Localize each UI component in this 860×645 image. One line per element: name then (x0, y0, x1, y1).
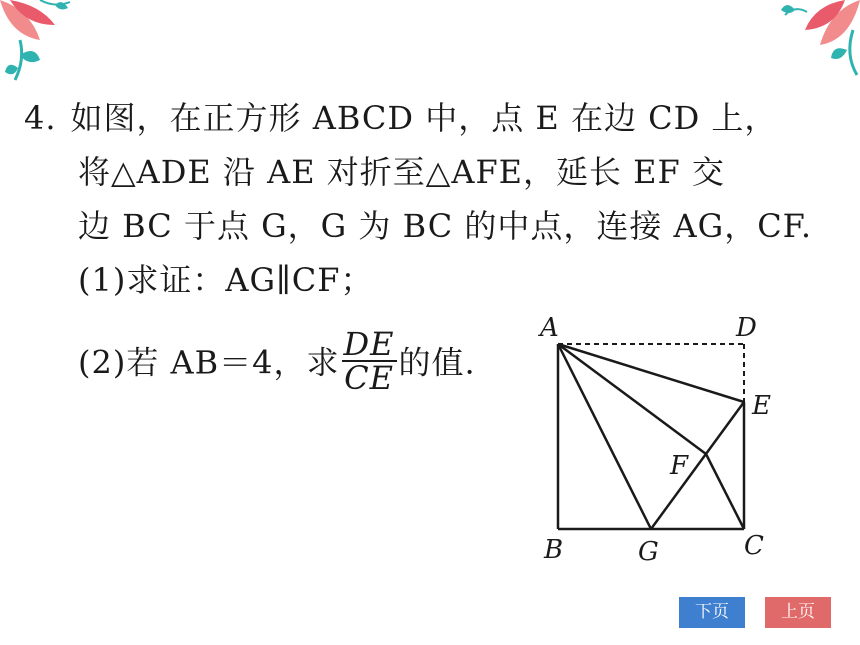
part2-suffix: 的值. (398, 343, 476, 382)
label-c: C (744, 531, 764, 561)
segment-eg (651, 402, 744, 529)
geometry-figure (530, 310, 790, 570)
next-page-button[interactable]: 下页 (679, 597, 745, 628)
question-part-1: (1)求证：AG∥CF； (78, 261, 374, 299)
previous-page-button[interactable]: 上页 (765, 597, 831, 628)
problem-number: 4. (24, 99, 57, 137)
label-f: F (670, 451, 689, 481)
question-part-2 (78, 325, 476, 398)
segment-ae (558, 344, 744, 402)
label-e: E (752, 391, 771, 421)
fraction-de-ce (342, 325, 397, 397)
fraction-numerator: DE (343, 325, 395, 363)
leaf-decoration-left (0, 0, 95, 95)
segment-cf (706, 454, 744, 529)
leaf-decoration-right (735, 0, 860, 80)
label-a: A (540, 313, 559, 343)
segment-ag (558, 344, 651, 529)
part2-prefix: (2)若 AB＝4，求 (78, 343, 340, 382)
fraction-denominator: CE (344, 359, 394, 397)
segment-af (558, 344, 706, 454)
problem-text-1: 如图，在正方形 ABCD 中，点 E 在边 CD 上， (70, 99, 778, 137)
problem-line-1 (24, 98, 777, 138)
problem-line-3: 边 BC 于点 G，G 为 BC 的中点，连接 AG，CF. (78, 207, 813, 245)
label-g: G (638, 537, 659, 567)
label-d: D (736, 313, 757, 343)
problem-line-2: 将△ADE 沿 AE 对折至△AFE，延长 EF 交 (78, 153, 725, 191)
label-b: B (544, 535, 564, 565)
